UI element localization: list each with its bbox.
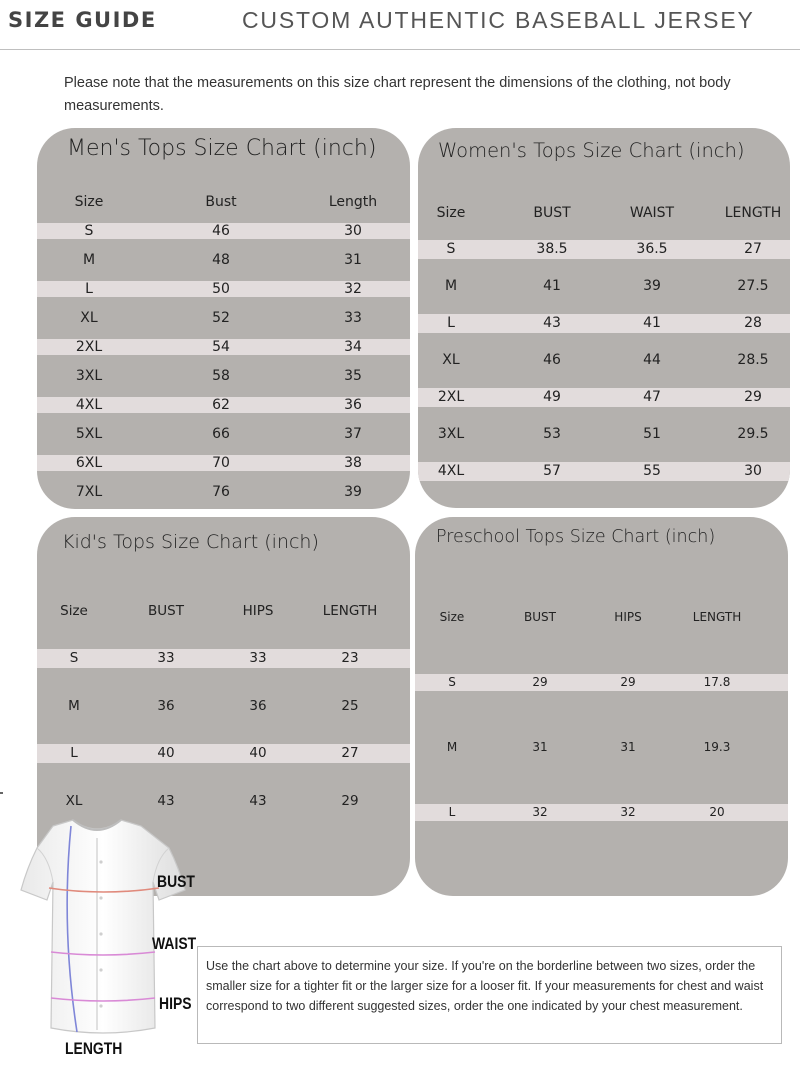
hips-label: HIPS [159, 994, 192, 1013]
length-cell: 35 [344, 368, 362, 384]
hips-cell: 36 [249, 698, 267, 714]
jersey-measurement-illustration [15, 818, 205, 1066]
hips-cell: 32 [620, 805, 636, 819]
size-cell: M [446, 740, 458, 754]
length-cell: 23 [341, 650, 359, 666]
bust-cell: 43 [543, 315, 561, 331]
table-row [37, 397, 410, 413]
table-row [37, 252, 410, 268]
size-cell: 4XL [75, 397, 103, 413]
hips-cell: 33 [249, 650, 267, 666]
hips-cell: 40 [249, 745, 267, 761]
length-cell: 30 [344, 223, 362, 239]
size-cell: M [82, 252, 96, 268]
brand-title: SIZE GUIDE [8, 8, 157, 32]
womens-header-waist: WAIST [629, 205, 675, 221]
length-cell: 39 [344, 484, 362, 500]
bust-cell: 40 [157, 745, 175, 761]
table-row [37, 368, 410, 384]
table-row [418, 425, 790, 444]
kids-chart-title: Kid's Tops Size Chart (inch) [62, 531, 319, 553]
bust-cell: 48 [212, 252, 230, 268]
kids-header-hips: HIPS [242, 603, 274, 619]
size-cell: 3XL [75, 368, 103, 384]
table-row [418, 388, 790, 407]
kids-header-bust: BUST [148, 603, 184, 619]
table-row [37, 310, 410, 326]
table-row [37, 455, 410, 471]
table-row [37, 792, 410, 811]
womens-chart-title: Women's Tops Size Chart (inch) [438, 139, 745, 162]
length-cell: 29 [744, 389, 762, 405]
table-row [418, 314, 790, 333]
bust-cell: 46 [543, 352, 561, 368]
preschool-size-chart [415, 517, 788, 896]
size-cell: S [84, 223, 94, 239]
waist-cell: 41 [643, 315, 661, 331]
measurement-note: Please note that the measurements on this size chart represent the dimensions of the clothing, not body measurements. [64, 75, 731, 114]
bust-cell: 54 [212, 339, 230, 355]
size-cell: L [70, 745, 78, 761]
length-cell: 29.5 [737, 426, 769, 442]
size-advice-box: Use the chart above to determine your size. If you're on the borderline between two sizes, order the smaller size for a tighter fit or the larger size for a looser fit. If your measurements for chest and waist correspond to two different suggested sizes, order the one indicated by your chest measurement. [197, 946, 782, 1044]
table-row [37, 339, 410, 355]
waist-cell: 39 [643, 278, 661, 294]
bust-cell: 43 [157, 793, 175, 809]
size-cell: XL [80, 310, 98, 326]
mens-header-row [37, 194, 410, 210]
size-cell: L [447, 315, 455, 331]
waist-cell: 51 [643, 426, 661, 442]
bust-cell: 58 [212, 368, 230, 384]
size-cell: S [69, 650, 79, 666]
bust-cell: 29 [532, 675, 548, 689]
length-cell: 25 [341, 698, 359, 714]
table-row [418, 462, 790, 481]
bust-cell: 32 [532, 805, 548, 819]
womens-header-size: Size [436, 205, 466, 221]
size-cell: 3XL [437, 426, 465, 442]
bust-cell: 66 [212, 426, 230, 442]
length-cell: 31 [344, 252, 362, 268]
bust-cell: 52 [212, 310, 230, 326]
length-cell: 38 [344, 455, 362, 471]
bust-cell: 49 [543, 389, 561, 405]
bust-cell: 36 [157, 698, 175, 714]
kids-header-row [37, 602, 410, 621]
table-row [37, 223, 410, 239]
bust-cell: 46 [212, 223, 230, 239]
size-cell: S [448, 675, 456, 689]
table-row [37, 484, 410, 500]
page-header [0, 0, 800, 50]
length-cell: 34 [344, 339, 362, 355]
size-cell: L [85, 281, 93, 297]
length-cell: 17.8 [703, 675, 731, 689]
length-cell: 28 [744, 315, 762, 331]
table-row [415, 804, 788, 821]
waist-cell: 55 [643, 463, 661, 479]
waist-cell: 36.5 [636, 241, 668, 257]
size-cell: 4XL [437, 463, 465, 479]
waist-label: WAIST [152, 934, 197, 953]
mens-header-size: Size [74, 194, 104, 210]
bust-cell: 62 [212, 397, 230, 413]
length-cell: 27 [341, 745, 359, 761]
mens-size-chart [37, 128, 410, 509]
waist-cell: 44 [643, 352, 661, 368]
table-row [37, 697, 410, 716]
bust-label: BUST [157, 872, 195, 891]
length-label: LENGTH [65, 1039, 123, 1058]
size-cell: 6XL [75, 455, 103, 471]
size-cell: 7XL [75, 484, 103, 500]
length-cell: 36 [344, 397, 362, 413]
bust-cell: 70 [212, 455, 230, 471]
bust-cell: 76 [212, 484, 230, 500]
length-cell: 29 [341, 793, 359, 809]
table-row [418, 351, 790, 370]
kids-header-size: Size [60, 603, 88, 619]
preschool-header-size: Size [439, 610, 465, 624]
length-cell: 27 [744, 241, 762, 257]
length-cell: 37 [344, 426, 362, 442]
table-row [418, 277, 790, 296]
bust-cell: 33 [157, 650, 175, 666]
preschool-header-length: LENGTH [692, 610, 742, 624]
length-cell: 30 [744, 463, 762, 479]
bust-cell: 53 [543, 426, 561, 442]
preschool-header-row [415, 609, 788, 626]
size-cell: XL [442, 352, 460, 368]
size-cell: 5XL [75, 426, 103, 442]
bust-cell: 38.5 [536, 241, 568, 257]
length-cell: 32 [344, 281, 362, 297]
length-cell: 28.5 [737, 352, 769, 368]
womens-header-bust: BUST [533, 205, 571, 221]
bust-cell: 57 [543, 463, 561, 479]
length-cell: 33 [344, 310, 362, 326]
preschool-chart-title: Preschool Tops Size Chart (inch) [436, 527, 716, 547]
table-row [37, 744, 410, 763]
hips-cell: 29 [620, 675, 636, 689]
womens-size-chart [418, 128, 790, 508]
size-cell: S [446, 241, 456, 257]
table-row [37, 426, 410, 442]
size-cell: 2XL [437, 389, 465, 405]
length-cell: 27.5 [737, 278, 769, 294]
size-cell: M [68, 698, 80, 714]
waist-cell: 47 [643, 389, 661, 405]
table-row [415, 674, 788, 691]
edge-mark [0, 792, 3, 794]
preschool-header-hips: HIPS [614, 610, 642, 624]
kids-header-length: LENGTH [322, 603, 378, 619]
size-cell: XL [65, 793, 83, 809]
mens-header-bust: Bust [205, 194, 237, 210]
hips-cell: 31 [620, 740, 636, 754]
size-cell: 2XL [75, 339, 103, 355]
table-row [37, 649, 410, 668]
bust-cell: 31 [532, 740, 548, 754]
table-row [418, 240, 790, 259]
table-row [37, 281, 410, 297]
mens-header-length: Length [328, 194, 378, 210]
bust-cell: 41 [543, 278, 561, 294]
size-cell: L [448, 805, 456, 819]
hips-cell: 43 [249, 793, 267, 809]
womens-header-length: LENGTH [724, 205, 782, 221]
size-cell: M [444, 278, 458, 294]
length-cell: 19.3 [703, 740, 731, 754]
table-row [415, 739, 788, 756]
page-title: CUSTOM AUTHENTIC BASEBALL JERSEY [242, 7, 755, 33]
preschool-header-bust: BUST [524, 610, 556, 624]
length-cell: 20 [709, 805, 725, 819]
womens-header-row [418, 204, 790, 223]
mens-chart-title: Men's Tops Size Chart (inch) [67, 136, 377, 161]
bust-cell: 50 [212, 281, 230, 297]
